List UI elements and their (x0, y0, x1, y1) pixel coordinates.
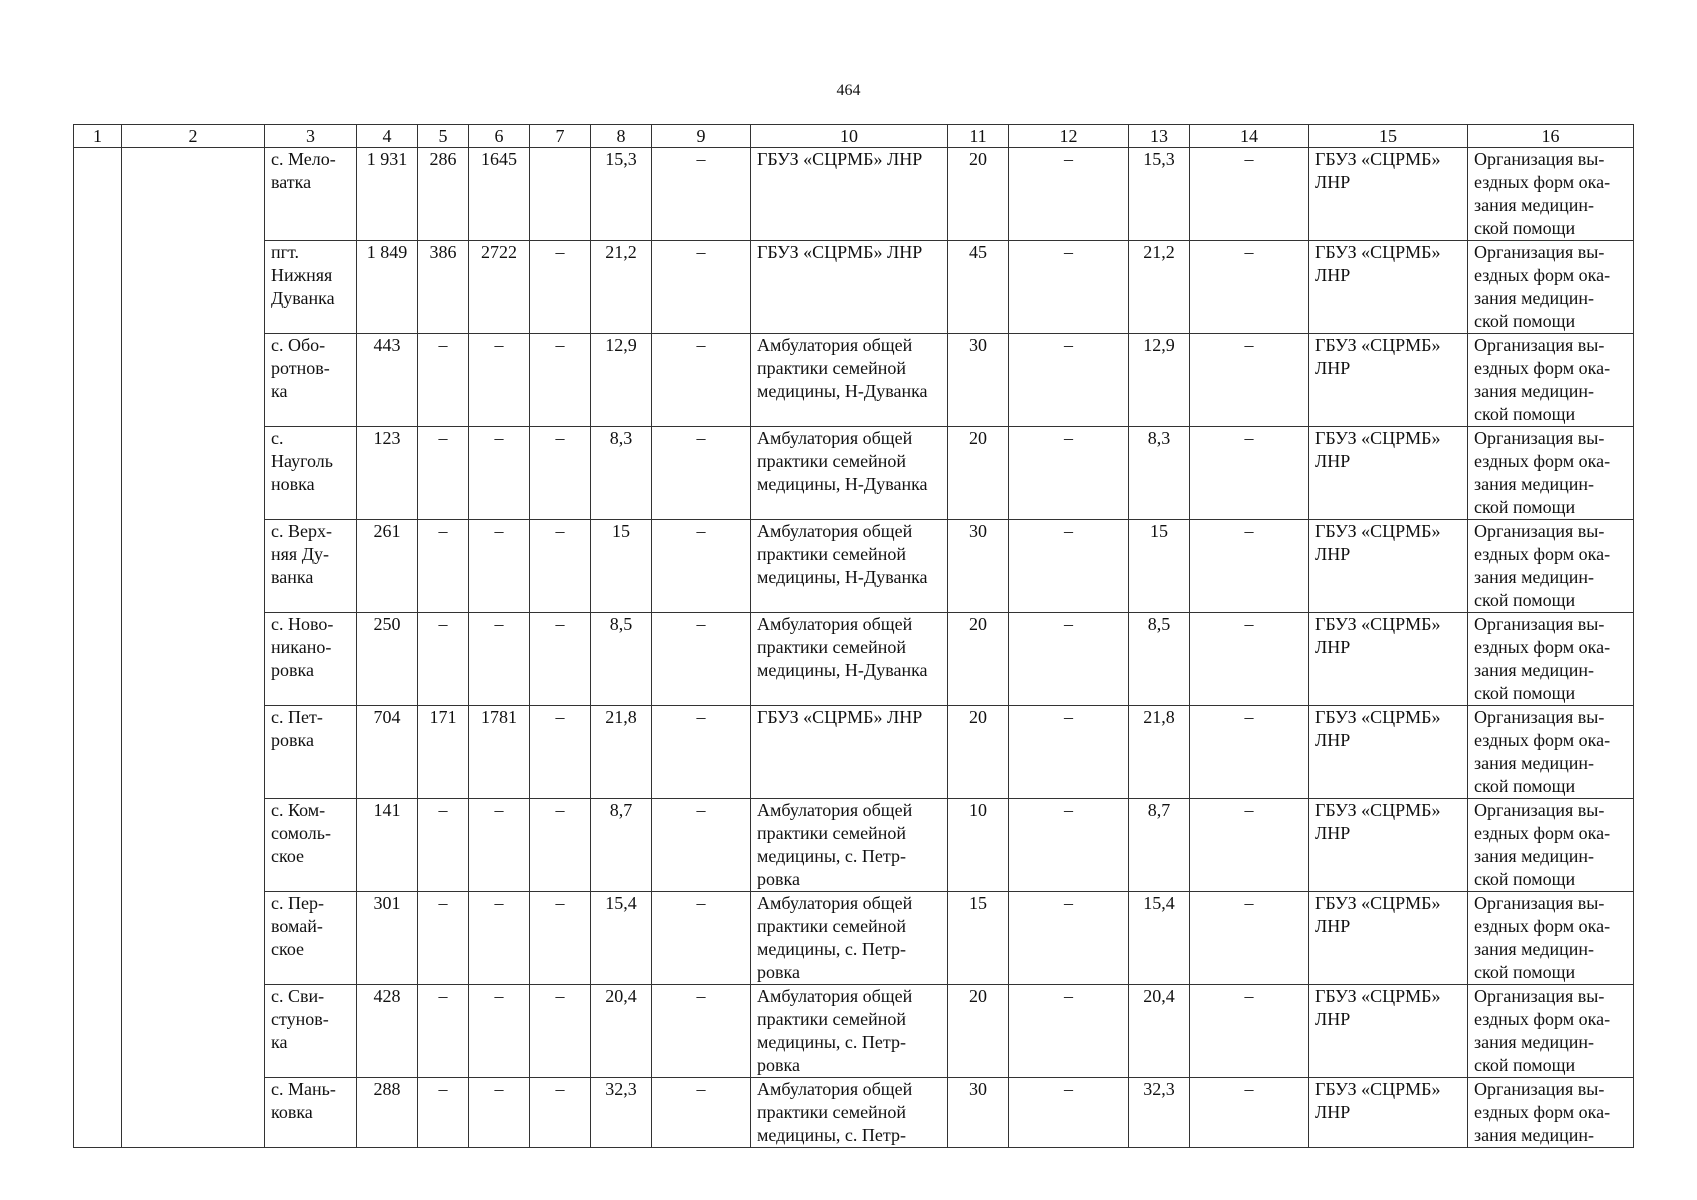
cell-col-12: – (1009, 427, 1129, 520)
cell-col-15: ГБУЗ «СЦРМБ» ЛНР (1309, 706, 1468, 799)
cell-col-7: – (530, 427, 591, 520)
cell-col-14: – (1190, 1078, 1309, 1148)
cell-col-3: с. Ново- никано- ровка (265, 613, 357, 706)
cell-col-7: – (530, 613, 591, 706)
merged-cell-c2 (122, 148, 265, 1148)
cell-col-7: – (530, 520, 591, 613)
cell-col-13: 15,3 (1129, 148, 1190, 241)
cell-col-14: – (1190, 427, 1309, 520)
header-row (74, 125, 1634, 148)
cell-col-12: – (1009, 892, 1129, 985)
table-row (74, 706, 1634, 799)
cell-col-6: 1645 (469, 148, 530, 241)
cell-col-3: с. Мань- ковка (265, 1078, 357, 1148)
cell-col-4: 141 (357, 799, 418, 892)
merged-cell-c1 (74, 148, 122, 1148)
cell-col-13: 15,4 (1129, 892, 1190, 985)
column-header-8: 8 (591, 125, 652, 148)
cell-col-3: с. Сви- стунов- ка (265, 985, 357, 1078)
cell-col-3: с. Верх- няя Ду- ванка (265, 520, 357, 613)
cell-col-7: – (530, 1078, 591, 1148)
cell-col-6: – (469, 334, 530, 427)
cell-col-5: – (418, 1078, 469, 1148)
cell-col-14: – (1190, 706, 1309, 799)
cell-col-4: 443 (357, 334, 418, 427)
table-row (74, 613, 1634, 706)
column-header-16: 16 (1468, 125, 1634, 148)
cell-col-7: – (530, 985, 591, 1078)
cell-col-15: ГБУЗ «СЦРМБ» ЛНР (1309, 613, 1468, 706)
column-header-13: 13 (1129, 125, 1190, 148)
cell-col-12: – (1009, 985, 1129, 1078)
cell-col-4: 428 (357, 985, 418, 1078)
cell-col-11: 20 (948, 427, 1009, 520)
column-header-7: 7 (530, 125, 591, 148)
cell-col-7: – (530, 706, 591, 799)
cell-col-10: ГБУЗ «СЦРМБ» ЛНР (751, 241, 948, 334)
cell-col-9: – (652, 706, 751, 799)
cell-col-15: ГБУЗ «СЦРМБ» ЛНР (1309, 520, 1468, 613)
table-row (74, 427, 1634, 520)
cell-col-11: 10 (948, 799, 1009, 892)
cell-col-15: ГБУЗ «СЦРМБ» ЛНР (1309, 985, 1468, 1078)
column-header-1: 1 (74, 125, 122, 148)
cell-col-10: ГБУЗ «СЦРМБ» ЛНР (751, 706, 948, 799)
cell-col-6: – (469, 985, 530, 1078)
cell-col-14: – (1190, 148, 1309, 241)
cell-col-8: 8,5 (591, 613, 652, 706)
cell-col-9: – (652, 241, 751, 334)
cell-col-13: 15 (1129, 520, 1190, 613)
cell-col-8: 8,7 (591, 799, 652, 892)
table-row (74, 985, 1634, 1078)
cell-col-13: 21,8 (1129, 706, 1190, 799)
cell-col-9: – (652, 613, 751, 706)
cell-col-11: 15 (948, 892, 1009, 985)
cell-col-8: 15,4 (591, 892, 652, 985)
cell-col-16: Организация вы- ездных форм ока- зания медицин- ской помощи (1468, 985, 1634, 1078)
cell-col-6: 2722 (469, 241, 530, 334)
column-header-4: 4 (357, 125, 418, 148)
cell-col-10: Амбулатория общей практики семейной медицины, Н-Дуванка (751, 520, 948, 613)
cell-col-9: – (652, 334, 751, 427)
cell-col-12: – (1009, 520, 1129, 613)
cell-col-12: – (1009, 334, 1129, 427)
cell-col-10: Амбулатория общей практики семейной медицины, Н-Дуванка (751, 613, 948, 706)
cell-col-16: Организация вы- ездных форм ока- зания медицин- ской помощи (1468, 892, 1634, 985)
cell-col-16: Организация вы- ездных форм ока- зания медицин- ской помощи (1468, 706, 1634, 799)
cell-col-10: ГБУЗ «СЦРМБ» ЛНР (751, 148, 948, 241)
cell-col-4: 704 (357, 706, 418, 799)
cell-col-8: 21,2 (591, 241, 652, 334)
cell-col-9: – (652, 892, 751, 985)
column-header-12: 12 (1009, 125, 1129, 148)
cell-col-14: – (1190, 985, 1309, 1078)
cell-col-7: – (530, 799, 591, 892)
cell-col-6: – (469, 427, 530, 520)
cell-col-5: 286 (418, 148, 469, 241)
cell-col-11: 30 (948, 1078, 1009, 1148)
cell-col-16: Организация вы- ездных форм ока- зания медицин- (1468, 1078, 1634, 1148)
cell-col-3: с. Пет- ровка (265, 706, 357, 799)
cell-col-15: ГБУЗ «СЦРМБ» ЛНР (1309, 1078, 1468, 1148)
cell-col-3: с. Пер- вомай- ское (265, 892, 357, 985)
cell-col-7: – (530, 892, 591, 985)
cell-col-11: 20 (948, 148, 1009, 241)
cell-col-12: – (1009, 799, 1129, 892)
cell-col-15: ГБУЗ «СЦРМБ» ЛНР (1309, 241, 1468, 334)
cell-col-13: 8,5 (1129, 613, 1190, 706)
cell-col-7: – (530, 241, 591, 334)
cell-col-13: 32,3 (1129, 1078, 1190, 1148)
cell-col-8: 8,3 (591, 427, 652, 520)
cell-col-15: ГБУЗ «СЦРМБ» ЛНР (1309, 427, 1468, 520)
cell-col-3: с. Обо- ротнов- ка (265, 334, 357, 427)
table-row (74, 892, 1634, 985)
cell-col-14: – (1190, 241, 1309, 334)
cell-col-11: 30 (948, 520, 1009, 613)
cell-col-16: Организация вы- ездных форм ока- зания медицин- ской помощи (1468, 520, 1634, 613)
cell-col-9: – (652, 1078, 751, 1148)
cell-col-13: 8,3 (1129, 427, 1190, 520)
cell-col-13: 20,4 (1129, 985, 1190, 1078)
cell-col-16: Организация вы- ездных форм ока- зания медицин- ской помощи (1468, 334, 1634, 427)
cell-col-16: Организация вы- ездных форм ока- зания медицин- ской помощи (1468, 613, 1634, 706)
cell-col-9: – (652, 427, 751, 520)
cell-col-5: – (418, 334, 469, 427)
cell-col-9: – (652, 520, 751, 613)
cell-col-4: 301 (357, 892, 418, 985)
cell-col-3: пгт. Нижняя Дуванка (265, 241, 357, 334)
cell-col-16: Организация вы- ездных форм ока- зания медицин- ской помощи (1468, 148, 1634, 241)
data-table (73, 124, 1634, 1148)
column-header-6: 6 (469, 125, 530, 148)
cell-col-7: – (530, 334, 591, 427)
cell-col-6: – (469, 520, 530, 613)
table-row (74, 241, 1634, 334)
cell-col-16: Организация вы- ездных форм ока- зания медицин- ской помощи (1468, 799, 1634, 892)
cell-col-10: Амбулатория общей практики семейной медицины, с. Петр- ровка (751, 985, 948, 1078)
cell-col-11: 20 (948, 706, 1009, 799)
cell-col-5: – (418, 892, 469, 985)
cell-col-4: 1 849 (357, 241, 418, 334)
cell-col-5: – (418, 613, 469, 706)
cell-col-8: 21,8 (591, 706, 652, 799)
cell-col-6: – (469, 892, 530, 985)
cell-col-7 (530, 148, 591, 241)
cell-col-15: ГБУЗ «СЦРМБ» ЛНР (1309, 892, 1468, 985)
column-header-9: 9 (652, 125, 751, 148)
cell-col-4: 288 (357, 1078, 418, 1148)
cell-col-10: Амбулатория общей практики семейной медицины, Н-Дуванка (751, 334, 948, 427)
cell-col-10: Амбулатория общей практики семейной медицины, с. Петр- ровка (751, 799, 948, 892)
column-header-2: 2 (122, 125, 265, 148)
cell-col-16: Организация вы- ездных форм ока- зания медицин- ской помощи (1468, 427, 1634, 520)
cell-col-12: – (1009, 241, 1129, 334)
cell-col-6: 1781 (469, 706, 530, 799)
cell-col-8: 20,4 (591, 985, 652, 1078)
cell-col-14: – (1190, 334, 1309, 427)
cell-col-4: 1 931 (357, 148, 418, 241)
cell-col-8: 12,9 (591, 334, 652, 427)
cell-col-4: 261 (357, 520, 418, 613)
cell-col-5: 386 (418, 241, 469, 334)
column-header-5: 5 (418, 125, 469, 148)
cell-col-8: 15 (591, 520, 652, 613)
cell-col-6: – (469, 613, 530, 706)
cell-col-12: – (1009, 613, 1129, 706)
cell-col-12: – (1009, 148, 1129, 241)
cell-col-4: 123 (357, 427, 418, 520)
cell-col-5: – (418, 985, 469, 1078)
cell-col-5: 171 (418, 706, 469, 799)
cell-col-5: – (418, 799, 469, 892)
table-row (74, 1078, 1634, 1148)
cell-col-12: – (1009, 1078, 1129, 1148)
cell-col-10: Амбулатория общей практики семейной медицины, Н-Дуванка (751, 427, 948, 520)
cell-col-9: – (652, 799, 751, 892)
cell-col-9: – (652, 985, 751, 1078)
cell-col-13: 21,2 (1129, 241, 1190, 334)
cell-col-11: 20 (948, 613, 1009, 706)
cell-col-6: – (469, 799, 530, 892)
column-header-3: 3 (265, 125, 357, 148)
cell-col-11: 45 (948, 241, 1009, 334)
cell-col-13: 8,7 (1129, 799, 1190, 892)
cell-col-5: – (418, 427, 469, 520)
cell-col-12: – (1009, 706, 1129, 799)
cell-col-11: 30 (948, 334, 1009, 427)
cell-col-3: с. Науголь новка (265, 427, 357, 520)
cell-col-16: Организация вы- ездных форм ока- зания медицин- ской помощи (1468, 241, 1634, 334)
cell-col-3: с. Мело- ватка (265, 148, 357, 241)
cell-col-14: – (1190, 613, 1309, 706)
table-row (74, 799, 1634, 892)
table-body (74, 148, 1634, 1148)
cell-col-14: – (1190, 892, 1309, 985)
column-header-11: 11 (948, 125, 1009, 148)
cell-col-15: ГБУЗ «СЦРМБ» ЛНР (1309, 334, 1468, 427)
cell-col-4: 250 (357, 613, 418, 706)
cell-col-8: 15,3 (591, 148, 652, 241)
cell-col-11: 20 (948, 985, 1009, 1078)
column-header-10: 10 (751, 125, 948, 148)
cell-col-9: – (652, 148, 751, 241)
page-number: 464 (836, 82, 861, 99)
cell-col-8: 32,3 (591, 1078, 652, 1148)
table-row (74, 334, 1634, 427)
cell-col-13: 12,9 (1129, 334, 1190, 427)
table-row (74, 148, 1634, 241)
cell-col-5: – (418, 520, 469, 613)
cell-col-14: – (1190, 520, 1309, 613)
table-row (74, 520, 1634, 613)
cell-col-6: – (469, 1078, 530, 1148)
cell-col-14: – (1190, 799, 1309, 892)
cell-col-15: ГБУЗ «СЦРМБ» ЛНР (1309, 148, 1468, 241)
column-header-15: 15 (1309, 125, 1468, 148)
cell-col-10: Амбулатория общей практики семейной медицины, с. Петр- ровка (751, 892, 948, 985)
cell-col-15: ГБУЗ «СЦРМБ» ЛНР (1309, 799, 1468, 892)
cell-col-3: с. Ком- сомоль- ское (265, 799, 357, 892)
cell-col-10: Амбулатория общей практики семейной медицины, с. Петр- (751, 1078, 948, 1148)
column-header-14: 14 (1190, 125, 1309, 148)
